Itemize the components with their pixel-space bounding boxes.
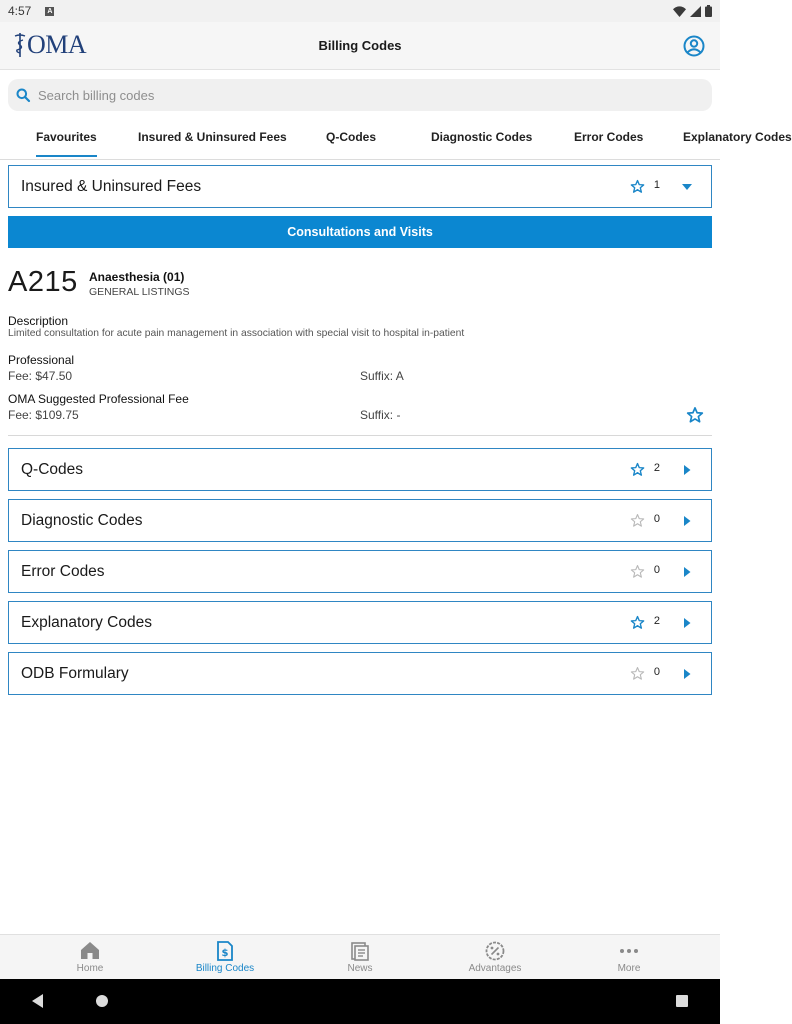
section-label: ODB Formulary: [21, 664, 129, 682]
section-q-codes[interactable]: [8, 448, 712, 491]
specialty: Anaesthesia (01): [89, 270, 185, 284]
search-area: [0, 70, 720, 118]
description-text: Limited consultation for acute pain management in association with special visit to hospital in-patient: [8, 328, 465, 339]
section-label: Q-Codes: [21, 460, 84, 478]
account-button[interactable]: [682, 34, 706, 58]
recents-icon[interactable]: [675, 993, 689, 1009]
chevron-right-icon[interactable]: [681, 464, 693, 476]
nav-billing-codes[interactable]: [165, 935, 285, 980]
professional-fee: Fee: $47.50: [8, 369, 73, 383]
category-banner: Consultations and Visits: [8, 216, 712, 248]
status-time: 4:57: [8, 4, 32, 18]
tab-q-codes[interactable]: Q-Codes: [326, 130, 377, 144]
svg-text:$: $: [221, 948, 229, 959]
logo-text: OMA: [27, 30, 87, 59]
favourite-count: 0: [653, 666, 660, 678]
listing: GENERAL LISTINGS: [89, 286, 190, 298]
back-icon[interactable]: [31, 993, 45, 1009]
section-odb-formulary[interactable]: [8, 652, 712, 695]
status-icons: [673, 5, 712, 17]
search-icon: [16, 88, 30, 102]
nav-label: Home: [76, 963, 104, 974]
page-title: Billing Codes: [318, 38, 402, 53]
favourite-star-icon[interactable]: [686, 406, 704, 424]
account-icon: [682, 34, 706, 58]
chevron-right-icon[interactable]: [681, 617, 693, 629]
section-error-codes[interactable]: [8, 550, 712, 593]
bottom-nav: [0, 934, 720, 979]
section-label: Diagnostic Codes: [21, 511, 143, 529]
star-filled-icon[interactable]: [630, 462, 645, 477]
favourite-count: 1: [653, 179, 660, 191]
notification-badge: A: [47, 7, 53, 15]
chevron-right-icon[interactable]: [681, 515, 693, 527]
nav-label: Advantages: [468, 963, 522, 974]
section-insured-uninsured-fees[interactable]: [8, 165, 712, 208]
chevron-right-icon[interactable]: [681, 566, 693, 578]
more-icon: [618, 940, 640, 962]
app-bar: [0, 22, 720, 70]
section-label: Error Codes: [21, 562, 105, 580]
system-nav-bar: [0, 979, 720, 1024]
home-circle-icon[interactable]: [95, 993, 109, 1009]
billing-code-detail[interactable]: [0, 258, 720, 436]
description-label: Description: [8, 314, 69, 328]
wifi-icon: [673, 6, 686, 17]
category-tabs: [0, 118, 792, 160]
oma-fee-label: OMA Suggested Professional Fee: [8, 392, 189, 406]
billing-codes-icon: [214, 940, 236, 962]
favourite-count: 0: [653, 564, 660, 576]
star-filled-icon[interactable]: [630, 615, 645, 630]
search-bar[interactable]: [8, 79, 712, 111]
tab-insured-uninsured-fees[interactable]: Insured & Uninsured Fees: [138, 130, 287, 144]
section-label: Explanatory Codes: [21, 613, 152, 631]
oma-fee: Fee: $109.75: [8, 408, 79, 422]
star-outline-icon[interactable]: [630, 564, 645, 579]
tab-diagnostic-codes[interactable]: Diagnostic Codes: [431, 130, 533, 144]
advantages-icon: [484, 940, 506, 962]
section-diagnostic-codes[interactable]: [8, 499, 712, 542]
tab-error-codes[interactable]: Error Codes: [574, 130, 644, 144]
nav-more[interactable]: [569, 935, 689, 980]
favourite-count: 2: [653, 615, 660, 627]
billing-code: A215: [8, 266, 78, 298]
nav-home[interactable]: [30, 935, 150, 980]
section-label: Insured & Uninsured Fees: [21, 177, 202, 195]
nav-advantages[interactable]: [435, 935, 555, 980]
search-input[interactable]: [38, 88, 658, 103]
professional-suffix: Suffix: A: [360, 369, 404, 383]
nav-label: News: [347, 963, 373, 974]
status-bar: [0, 0, 720, 22]
favourite-count: 0: [653, 513, 660, 525]
star-filled-icon[interactable]: [630, 179, 645, 194]
divider: [8, 435, 712, 436]
favourite-count: 2: [653, 462, 660, 474]
nav-label: More: [617, 963, 641, 974]
section-explanatory-codes[interactable]: [8, 601, 712, 644]
oma-suffix: Suffix: -: [360, 408, 401, 422]
nav-news[interactable]: [300, 935, 420, 980]
tab-explanatory-codes[interactable]: Explanatory Codes: [683, 130, 792, 144]
professional-label: Professional: [8, 353, 75, 367]
tab-favourites[interactable]: Favourites: [36, 118, 97, 160]
signal-icon: [690, 6, 701, 17]
star-outline-icon[interactable]: [630, 513, 645, 528]
chevron-right-icon[interactable]: [681, 668, 693, 680]
star-outline-icon[interactable]: [630, 666, 645, 681]
battery-icon: [705, 5, 712, 17]
chevron-down-icon[interactable]: [681, 181, 693, 193]
nav-label: Billing Codes: [195, 963, 255, 974]
home-icon: [79, 940, 101, 962]
news-icon: [349, 940, 371, 962]
